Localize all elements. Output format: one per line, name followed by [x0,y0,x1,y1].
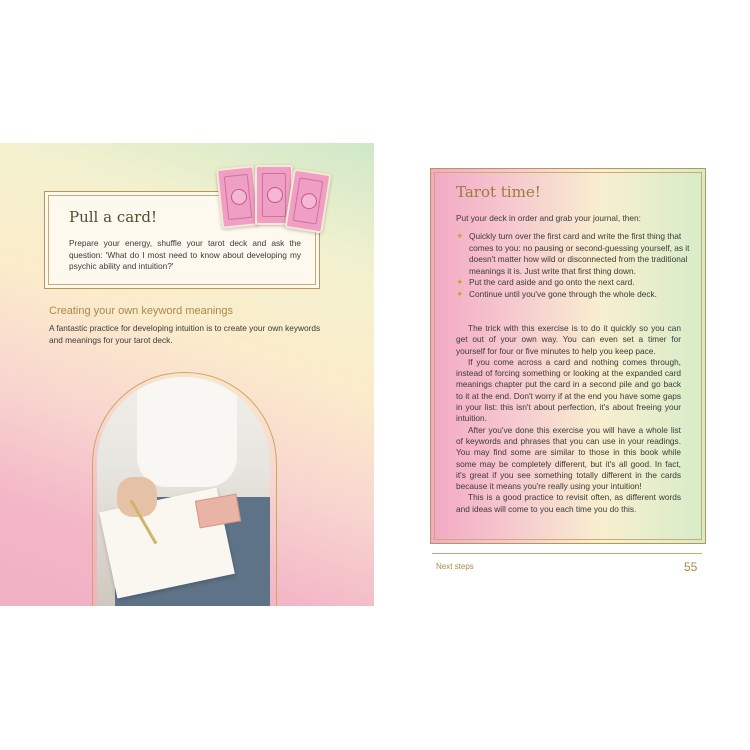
step-text: Quickly turn over the first card and write the first thing that comes to you: no pausing or second-guessing yourself, as it doesn't matter how wild or disconnected from the traditional meanings it is. Just write that first thing down. [469,231,690,276]
tarot-cards-illustration [217,161,329,241]
keyword-section-heading: Creating your own keyword meanings [49,305,234,317]
footer-section-label: Next steps [436,562,474,571]
tarot-time-intro: Put your deck in order and grab your journal, then: [456,213,641,223]
photo-shirt [137,377,237,487]
pull-card-text: Prepare your energy, shuffle your tarot deck and ask the question: 'What do I most need to know about developing my psychic ability and intuition?' [69,238,301,271]
page-number: 55 [684,560,698,574]
list-item [456,289,692,301]
body-paragraph: This is a good practice to revisit often, as different words and ideas will come to you each time you do this. [456,492,681,514]
card-medallion [267,187,283,203]
tarot-time-body [456,323,681,515]
step-text: Continue until you've gone through the whole deck. [469,288,657,299]
body-paragraph: The trick with this exercise is to do it quickly so you can get out of your own way. You can even set a timer for yourself for four or five minutes to help you keep pace. [456,323,681,356]
body-paragraph: If you come across a card and nothing comes through, instead of forcing something or looking at the expanded card meanings chapter put the card in a second pile and go back to it at the end. Don't worry if at the end you have some gaps in your list: this isn't about perfection, it's about freeing your intuition. [456,356,681,424]
list-item [456,277,692,289]
left-page [0,143,374,606]
step-text: Put the card aside and go onto the next card. [469,277,635,288]
tarot-card [285,168,332,233]
tarot-time-title: Tarot time! [456,183,541,201]
bullet-sparkle-icon: ✦ [456,277,464,288]
tarot-time-panel [430,168,706,544]
body-paragraph: After you've done this exercise you will have a whole list of keywords and phrases that you can use in your readings. You may find some are similar to those in this book while some may be completely different, but it's all good. In fact, it's great if you see something totally different in the cards because it means you're really using your intuition! [456,424,681,492]
tarot-steps-list [456,231,692,301]
footer-divider [432,553,702,554]
journaling-photo [97,377,270,606]
pull-card-title: Pull a card! [69,208,157,226]
card-medallion [300,192,318,210]
bullet-sparkle-icon: ✦ [456,231,464,241]
bullet-sparkle-icon: ✦ [456,288,464,299]
tarot-card [216,165,260,229]
list-item [456,231,692,277]
keyword-section-text: A fantastic practice for developing intuition is to create your own keywords and meanings for your tarot deck. [49,323,321,345]
card-medallion [230,188,248,206]
